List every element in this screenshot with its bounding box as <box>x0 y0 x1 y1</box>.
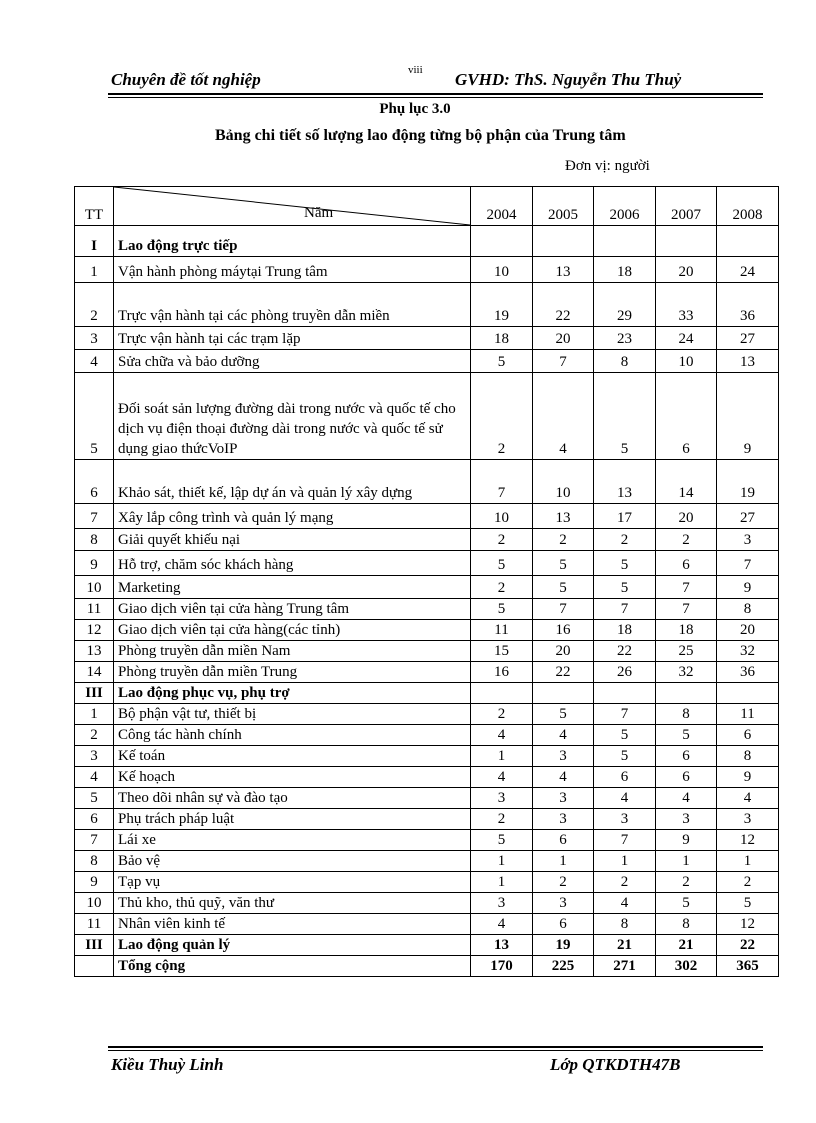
value-cell: 19 <box>717 460 779 504</box>
table-row <box>75 725 779 746</box>
value-cell: 9 <box>717 576 779 599</box>
row-name: Giao dịch viên tại cửa hàng Trung tâm <box>114 599 471 620</box>
value-cell: 6 <box>656 551 717 576</box>
value-cell: 3 <box>717 809 779 830</box>
labor-table <box>74 186 779 977</box>
table-row <box>75 641 779 662</box>
row-name: Giao dịch viên tại cửa hàng(các tỉnh) <box>114 620 471 641</box>
value-cell: 1 <box>717 851 779 872</box>
value-cell: 4 <box>471 725 533 746</box>
value-cell: 2 <box>594 529 656 551</box>
row-index: 4 <box>75 767 114 788</box>
value-cell: 3 <box>656 809 717 830</box>
value-cell: 5 <box>594 746 656 767</box>
row-name: Phụ trách pháp luật <box>114 809 471 830</box>
value-cell: 5 <box>594 373 656 460</box>
table-title: Bảng chi tiết số lượng lao động từng bộ phận của Trung tâm <box>215 127 626 144</box>
value-cell: 10 <box>471 504 533 529</box>
value-cell: 7 <box>471 460 533 504</box>
table-row <box>75 283 779 327</box>
value-cell: 22 <box>717 935 779 956</box>
value-cell: 5 <box>656 725 717 746</box>
value-cell: 13 <box>471 935 533 956</box>
row-name: Kế toán <box>114 746 471 767</box>
value-cell <box>471 226 533 257</box>
row-index: 9 <box>75 872 114 893</box>
row-name: Vận hành phòng máytại Trung tâm <box>114 257 471 283</box>
value-cell: 4 <box>717 788 779 809</box>
diagonal-line <box>114 187 470 225</box>
row-index: 14 <box>75 662 114 683</box>
row-name: Lao động phục vụ, phụ trợ <box>114 683 471 704</box>
value-cell: 271 <box>594 956 656 977</box>
value-cell: 18 <box>471 327 533 350</box>
value-cell <box>533 683 594 704</box>
footer-rule <box>108 1046 763 1048</box>
value-cell: 6 <box>533 830 594 851</box>
value-cell: 6 <box>656 373 717 460</box>
row-name: Xây lắp công trình và quản lý mạng <box>114 504 471 529</box>
value-cell <box>594 226 656 257</box>
row-name: Bộ phận vật tư, thiết bị <box>114 704 471 725</box>
row-index: 2 <box>75 725 114 746</box>
row-index: 8 <box>75 851 114 872</box>
row-name: Khảo sát, thiết kế, lập dự án và quản lý xây dựng <box>114 460 471 504</box>
row-index: 2 <box>75 283 114 327</box>
row-index <box>75 956 114 977</box>
row-index: 3 <box>75 746 114 767</box>
row-index: 5 <box>75 373 114 460</box>
value-cell: 5 <box>533 576 594 599</box>
row-name: Phòng truyền dẫn miền Nam <box>114 641 471 662</box>
value-cell: 7 <box>656 576 717 599</box>
value-cell: 18 <box>656 620 717 641</box>
row-name: Theo dõi nhân sự và đào tạo <box>114 788 471 809</box>
value-cell: 29 <box>594 283 656 327</box>
value-cell: 5 <box>471 599 533 620</box>
value-cell: 5 <box>594 725 656 746</box>
value-cell: 15 <box>471 641 533 662</box>
row-index: 4 <box>75 350 114 373</box>
value-cell <box>471 683 533 704</box>
table-row <box>75 350 779 373</box>
row-index: 8 <box>75 529 114 551</box>
value-cell: 14 <box>656 460 717 504</box>
value-cell: 12 <box>717 914 779 935</box>
value-cell: 21 <box>656 935 717 956</box>
value-cell: 3 <box>471 893 533 914</box>
value-cell: 7 <box>533 599 594 620</box>
value-cell: 4 <box>594 788 656 809</box>
value-cell <box>717 226 779 257</box>
row-name: Phòng truyền dẫn miền Trung <box>114 662 471 683</box>
value-cell: 26 <box>594 662 656 683</box>
value-cell: 36 <box>717 283 779 327</box>
row-name: Tạp vụ <box>114 872 471 893</box>
row-name: Thủ kho, thủ quỹ, văn thư <box>114 893 471 914</box>
table-row <box>75 893 779 914</box>
value-cell: 24 <box>717 257 779 283</box>
value-cell: 16 <box>471 662 533 683</box>
value-cell <box>656 683 717 704</box>
value-cell: 1 <box>471 872 533 893</box>
col-header-diagonal <box>114 187 471 226</box>
value-cell: 17 <box>594 504 656 529</box>
value-cell: 33 <box>656 283 717 327</box>
value-cell: 8 <box>594 914 656 935</box>
table-row <box>75 373 779 460</box>
row-index: III <box>75 683 114 704</box>
row-name: Marketing <box>114 576 471 599</box>
value-cell: 3 <box>594 809 656 830</box>
value-cell: 3 <box>533 788 594 809</box>
value-cell: 8 <box>594 350 656 373</box>
value-cell: 4 <box>594 893 656 914</box>
table-row <box>75 327 779 350</box>
value-cell: 3 <box>717 529 779 551</box>
value-cell: 1 <box>533 851 594 872</box>
value-cell: 2 <box>656 529 717 551</box>
row-name: Trực vận hành tại các phòng truyền dẫn miền <box>114 283 471 327</box>
value-cell: 13 <box>594 460 656 504</box>
value-cell: 11 <box>471 620 533 641</box>
footer-rule-thin <box>108 1050 763 1051</box>
row-index: 1 <box>75 704 114 725</box>
value-cell: 18 <box>594 620 656 641</box>
row-index: 3 <box>75 327 114 350</box>
value-cell: 8 <box>717 599 779 620</box>
row-name: Đối soát sản lượng đường dài trong nước và quốc tế cho dịch vụ điện thoại đường dài trong nước và quốc tế sử dụng giao thứcVoIP <box>114 373 471 460</box>
total-row <box>75 956 779 977</box>
footer-class: Lớp QTKDTH47B <box>550 1055 681 1074</box>
header-rule-thin <box>108 97 763 98</box>
value-cell: 11 <box>717 704 779 725</box>
row-index: 12 <box>75 620 114 641</box>
value-cell <box>594 683 656 704</box>
value-cell: 36 <box>717 662 779 683</box>
value-cell: 4 <box>471 767 533 788</box>
page-number: viii <box>408 64 423 76</box>
value-cell: 10 <box>471 257 533 283</box>
value-cell: 22 <box>533 283 594 327</box>
value-cell: 7 <box>594 830 656 851</box>
row-name: Kế hoạch <box>114 767 471 788</box>
value-cell: 365 <box>717 956 779 977</box>
value-cell: 2 <box>471 373 533 460</box>
col-header-tt: TT <box>75 187 114 226</box>
value-cell: 2 <box>471 576 533 599</box>
row-name: Công tác hành chính <box>114 725 471 746</box>
value-cell: 1 <box>471 746 533 767</box>
value-cell: 20 <box>533 327 594 350</box>
value-cell: 5 <box>471 551 533 576</box>
value-cell: 6 <box>717 725 779 746</box>
value-cell: 22 <box>594 641 656 662</box>
table-row <box>75 576 779 599</box>
col-header-year: Năm <box>304 205 334 221</box>
value-cell: 9 <box>717 767 779 788</box>
value-cell: 20 <box>656 504 717 529</box>
row-index: 6 <box>75 460 114 504</box>
table-row <box>75 620 779 641</box>
table-header-row <box>75 187 779 226</box>
header-subject: Chuyên đề tốt nghiệp <box>111 70 261 89</box>
table-row <box>75 662 779 683</box>
value-cell: 2 <box>656 872 717 893</box>
value-cell: 6 <box>533 914 594 935</box>
value-cell: 4 <box>533 767 594 788</box>
value-cell: 5 <box>471 830 533 851</box>
value-cell: 7 <box>533 350 594 373</box>
row-index: 10 <box>75 576 114 599</box>
value-cell: 10 <box>656 350 717 373</box>
table-row <box>75 257 779 283</box>
value-cell: 20 <box>717 620 779 641</box>
row-name: Giải quyết khiếu nại <box>114 529 471 551</box>
value-cell <box>717 683 779 704</box>
table-row <box>75 460 779 504</box>
table-row <box>75 914 779 935</box>
row-index: 13 <box>75 641 114 662</box>
value-cell: 7 <box>594 599 656 620</box>
row-index: 7 <box>75 504 114 529</box>
value-cell <box>656 226 717 257</box>
value-cell: 5 <box>533 551 594 576</box>
table-row <box>75 746 779 767</box>
value-cell: 27 <box>717 327 779 350</box>
value-cell: 5 <box>533 704 594 725</box>
value-cell: 4 <box>533 373 594 460</box>
header-rule <box>108 93 763 95</box>
year-header: 2005 <box>533 187 594 226</box>
row-index: 11 <box>75 914 114 935</box>
year-header: 2004 <box>471 187 533 226</box>
value-cell: 2 <box>471 704 533 725</box>
table-row <box>75 788 779 809</box>
value-cell: 1 <box>594 851 656 872</box>
value-cell: 2 <box>717 872 779 893</box>
value-cell: 3 <box>533 809 594 830</box>
value-cell: 7 <box>717 551 779 576</box>
row-index: III <box>75 935 114 956</box>
value-cell: 5 <box>471 350 533 373</box>
row-index: 9 <box>75 551 114 576</box>
value-cell: 9 <box>717 373 779 460</box>
value-cell: 5 <box>656 893 717 914</box>
table-row <box>75 551 779 576</box>
table-row <box>75 504 779 529</box>
table-row <box>75 683 779 704</box>
value-cell: 1 <box>471 851 533 872</box>
value-cell: 5 <box>717 893 779 914</box>
row-index: 1 <box>75 257 114 283</box>
unit-label: Đơn vị: người <box>565 158 650 174</box>
row-index: 10 <box>75 893 114 914</box>
year-header: 2008 <box>717 187 779 226</box>
value-cell: 22 <box>533 662 594 683</box>
value-cell: 170 <box>471 956 533 977</box>
row-name: Lái xe <box>114 830 471 851</box>
value-cell: 2 <box>471 529 533 551</box>
year-header: 2007 <box>656 187 717 226</box>
table-row <box>75 935 779 956</box>
table-row <box>75 529 779 551</box>
row-name: Sửa chữa và bảo dưỡng <box>114 350 471 373</box>
value-cell: 2 <box>594 872 656 893</box>
value-cell: 32 <box>717 641 779 662</box>
row-name: Tổng cộng <box>114 956 471 977</box>
value-cell: 20 <box>656 257 717 283</box>
value-cell: 5 <box>594 576 656 599</box>
row-name: Hỗ trợ, chăm sóc khách hàng <box>114 551 471 576</box>
value-cell: 8 <box>717 746 779 767</box>
row-index: 11 <box>75 599 114 620</box>
row-name: Nhân viên kinh tế <box>114 914 471 935</box>
footer-author: Kiều Thuỳ Linh <box>111 1055 224 1074</box>
value-cell: 9 <box>656 830 717 851</box>
value-cell: 225 <box>533 956 594 977</box>
value-cell: 3 <box>533 893 594 914</box>
value-cell: 10 <box>533 460 594 504</box>
row-name: Lao động quản lý <box>114 935 471 956</box>
table-row <box>75 851 779 872</box>
value-cell: 12 <box>717 830 779 851</box>
value-cell: 4 <box>471 914 533 935</box>
appendix-label: Phụ lục 3.0 <box>379 101 451 117</box>
table-row <box>75 704 779 725</box>
row-index: 7 <box>75 830 114 851</box>
table-row <box>75 830 779 851</box>
row-index: 5 <box>75 788 114 809</box>
value-cell: 2 <box>471 809 533 830</box>
value-cell: 302 <box>656 956 717 977</box>
value-cell <box>533 226 594 257</box>
row-index: 6 <box>75 809 114 830</box>
row-name: Trực vận hành tại các trạm lặp <box>114 327 471 350</box>
value-cell: 6 <box>594 767 656 788</box>
value-cell: 18 <box>594 257 656 283</box>
row-index: I <box>75 226 114 257</box>
value-cell: 13 <box>533 257 594 283</box>
value-cell: 6 <box>656 767 717 788</box>
value-cell: 13 <box>717 350 779 373</box>
value-cell: 2 <box>533 529 594 551</box>
header-supervisor: GVHD: ThS. Nguyễn Thu Thuỷ <box>455 70 682 89</box>
value-cell: 5 <box>594 551 656 576</box>
value-cell: 20 <box>533 641 594 662</box>
value-cell: 4 <box>656 788 717 809</box>
value-cell: 8 <box>656 914 717 935</box>
year-header: 2006 <box>594 187 656 226</box>
value-cell: 8 <box>656 704 717 725</box>
value-cell: 19 <box>533 935 594 956</box>
value-cell: 27 <box>717 504 779 529</box>
table-row <box>75 809 779 830</box>
value-cell: 24 <box>656 327 717 350</box>
value-cell: 32 <box>656 662 717 683</box>
value-cell: 25 <box>656 641 717 662</box>
value-cell: 13 <box>533 504 594 529</box>
table-row <box>75 599 779 620</box>
value-cell: 4 <box>533 725 594 746</box>
value-cell: 16 <box>533 620 594 641</box>
value-cell: 1 <box>656 851 717 872</box>
table-row <box>75 226 779 257</box>
value-cell: 6 <box>656 746 717 767</box>
table-row <box>75 767 779 788</box>
value-cell: 23 <box>594 327 656 350</box>
value-cell: 7 <box>594 704 656 725</box>
value-cell: 19 <box>471 283 533 327</box>
value-cell: 21 <box>594 935 656 956</box>
value-cell: 7 <box>656 599 717 620</box>
table-row <box>75 872 779 893</box>
value-cell: 2 <box>533 872 594 893</box>
value-cell: 3 <box>533 746 594 767</box>
value-cell: 3 <box>471 788 533 809</box>
row-name: Bảo vệ <box>114 851 471 872</box>
row-name: Lao động trực tiếp <box>114 226 471 257</box>
